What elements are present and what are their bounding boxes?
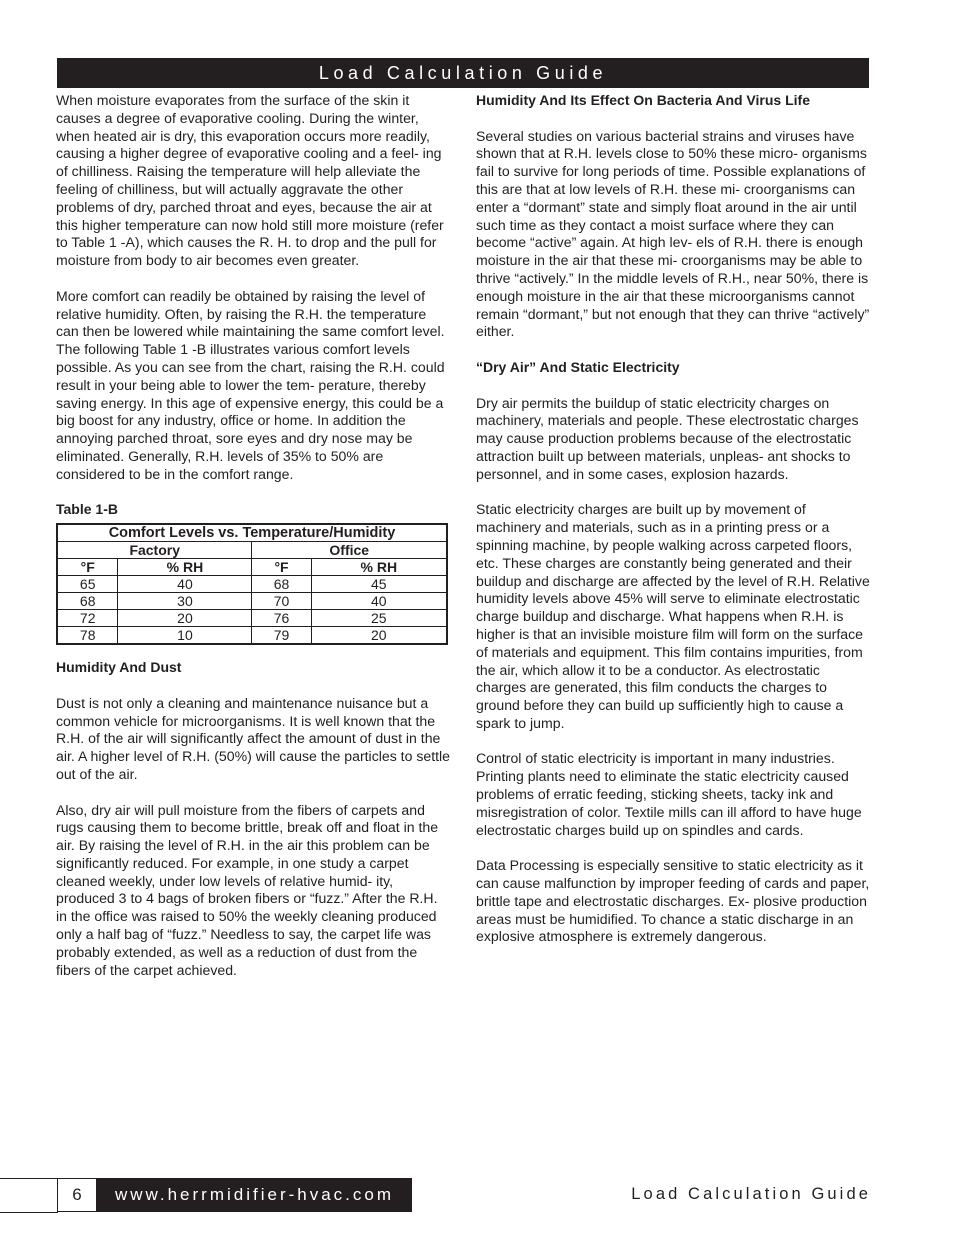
table-cell: 68 — [252, 576, 311, 593]
table-cell: 30 — [118, 593, 252, 610]
paragraph: Several studies on various bacterial strains and viruses have shown that at R.H. levels close to 50% these micro- organisms fail to survive for long periods of time. Possible explanations of this are that at low levels of R.H. these mi- croorganisms can enter a “dormant” state and simply float around in the air until such time as they contact a moist surface where they can become “active” again. At high lev- els of R.H. there is enough moisture in the air that these mi- croorganisms may be able to thrive “actively.” In the middle levels of R.H., near 50%, there is enough moisture in the air that these microorganisms cannot remain “dormant,” but not enough that they can thrive “actively” either. — [476, 127, 870, 340]
footer-url-bar — [97, 1178, 412, 1212]
section-heading-bacteria: Humidity And Its Effect On Bacteria And Virus Life — [476, 92, 810, 108]
left-column — [56, 92, 451, 997]
page-number — [57, 1178, 97, 1212]
table-group-header-factory: Factory — [57, 542, 252, 559]
page-header-title: Load Calculation Guide — [318, 62, 608, 83]
table-row — [57, 610, 447, 627]
table-cell: 20 — [118, 610, 252, 627]
section-heading-static: “Dry Air” And Static Electricity — [476, 358, 680, 375]
footer-rule — [0, 1178, 58, 1213]
table-cell: 40 — [118, 576, 252, 593]
table-cell: 65 — [57, 576, 118, 593]
table-label: Table 1-B — [56, 501, 118, 518]
paragraph: Static electricity charges are built up by movement of machinery and materials, such as in a printing press or a spinning machine, by people walking across carpeted floors, etc. These charges are constantly being generated and their buildup and discharge are affected by the level of R.H. Relative humidity levels above 45% will serve to eliminate electrostatic charge buildup and discharge. What happens when R.H. is higher is that an invisible moisture film will form on the surface of materials and equipment. This film contains impurities, from the air, which allow it to be a conductor. As electrostatic charges are generated, this film conducts the charges to ground before they can build up sufficiently high to cause a spark to jump. — [476, 501, 870, 731]
table-cell: 10 — [118, 627, 252, 645]
right-column — [476, 92, 870, 964]
table-caption: Comfort Levels vs. Temperature/Humidity — [57, 524, 447, 542]
table-cell: 68 — [57, 593, 118, 610]
paragraph: Data Processing is especially sensitive to static electricity as it can cause malfunction by improper feeding of cards and paper, brittle tape and electrostatic discharges. Ex- plosive production areas must be humidified. To chance a static discharge in an explosive atmosphere is extremely dangerous. — [476, 857, 870, 945]
table-cell: 25 — [311, 610, 447, 627]
section-heading-dust: Humidity And Dust — [56, 659, 182, 676]
comfort-levels-table — [56, 523, 448, 645]
table-row — [57, 627, 447, 645]
header-bar — [57, 58, 869, 88]
table-cell: 78 — [57, 627, 118, 645]
table-cell: 76 — [252, 610, 311, 627]
table-cell: 72 — [57, 610, 118, 627]
table-row — [57, 593, 447, 610]
paragraph: More comfort can readily be obtained by raising the level of relative humidity. Often, by raising the R.H. the temperature can then be lowered while maintaining the same comfort level. The following Table 1 -B illustrates various comfort levels possible. As you can see from the chart, raising the R.H. could result in your being able to lower the tem- perature, thereby saving energy. In this age of expensive energy, this could be a big boost for any industry, office or home. In addition the annoying parched throat, sore eyes and dry nose may be eliminated. Generally, R.H. levels of 35% to 50% are considered to be in the comfort range. — [56, 287, 445, 482]
table-cell: 45 — [311, 576, 447, 593]
website-url[interactable]: www.herrmidifier-hvac.com — [114, 1185, 395, 1204]
column-header-office-rh: % RH — [311, 559, 447, 576]
page-number-text: 6 — [72, 1185, 82, 1204]
table-cell: 40 — [311, 593, 447, 610]
table-cell: 70 — [252, 593, 311, 610]
paragraph: Also, dry air will pull moisture from the fibers of carpets and rugs causing them to become brittle, break off and float in the air. By raising the level of R.H. in the air this problem can be significantly reduced. For example, in one study a carpet cleaned weekly, under low levels of relative humid- ity, produced 3 to 4 bags of broken fibers or “fuzz.” After the R.H. in the office was raised to 50% the weekly cleaning produced only a half bag of “fuzz.” Needless to say, the carpet life was probably extended, as well as a reduction of dust from the fibers of the carpet achieved. — [56, 801, 439, 978]
table-group-header-office: Office — [252, 542, 447, 559]
paragraph: When moisture evaporates from the surface of the skin it causes a degree of evaporative cooling. During the winter, when heated air is dry, this evaporation occurs more readily, causing a higher degree of evaporative cooling and a feel- ing of chilliness. Raising the temperature will help alleviate the feeling of chilliness, but will actually aggravate the other problems of dry, parched throat and eyes, because the air at this higher temperature can now hold still more moisture (refer to Table 1 -A), which causes the R. H. to drop and the pull for moisture from body to air becomes even greater. — [56, 92, 444, 269]
table-cell: 20 — [311, 627, 447, 645]
footer-title: Load Calculation Guide — [631, 1185, 871, 1203]
paragraph: Control of static electricity is important in many industries. Printing plants need to eliminate the static electricity caused problems of erratic feeding, sticking sheets, tacky ink and misregistration of color. Textile mills can ill afford to have huge electrostatic charges build up on spindles and cards. — [476, 750, 862, 838]
column-header-factory-rh: % RH — [118, 559, 252, 576]
paragraph: Dry air permits the buildup of static electricity charges on machinery, materials and people. These electrostatic charges may cause production problems because of the electrostatic attraction built up between materials, unpleas- ant shocks to personnel, and in some cases, explosion hazards. — [476, 394, 859, 482]
column-header-factory-f: °F — [57, 559, 118, 576]
table-row — [57, 576, 447, 593]
table-cell: 79 — [252, 627, 311, 645]
paragraph: Dust is not only a cleaning and maintenance nuisance but a common vehicle for microorganisms. It is well known that the R.H. of the air will significantly affect the amount of dust in the air. A higher level of R.H. (50%) will cause the particles to settle out of the air. — [56, 694, 451, 782]
column-header-office-f: °F — [252, 559, 311, 576]
